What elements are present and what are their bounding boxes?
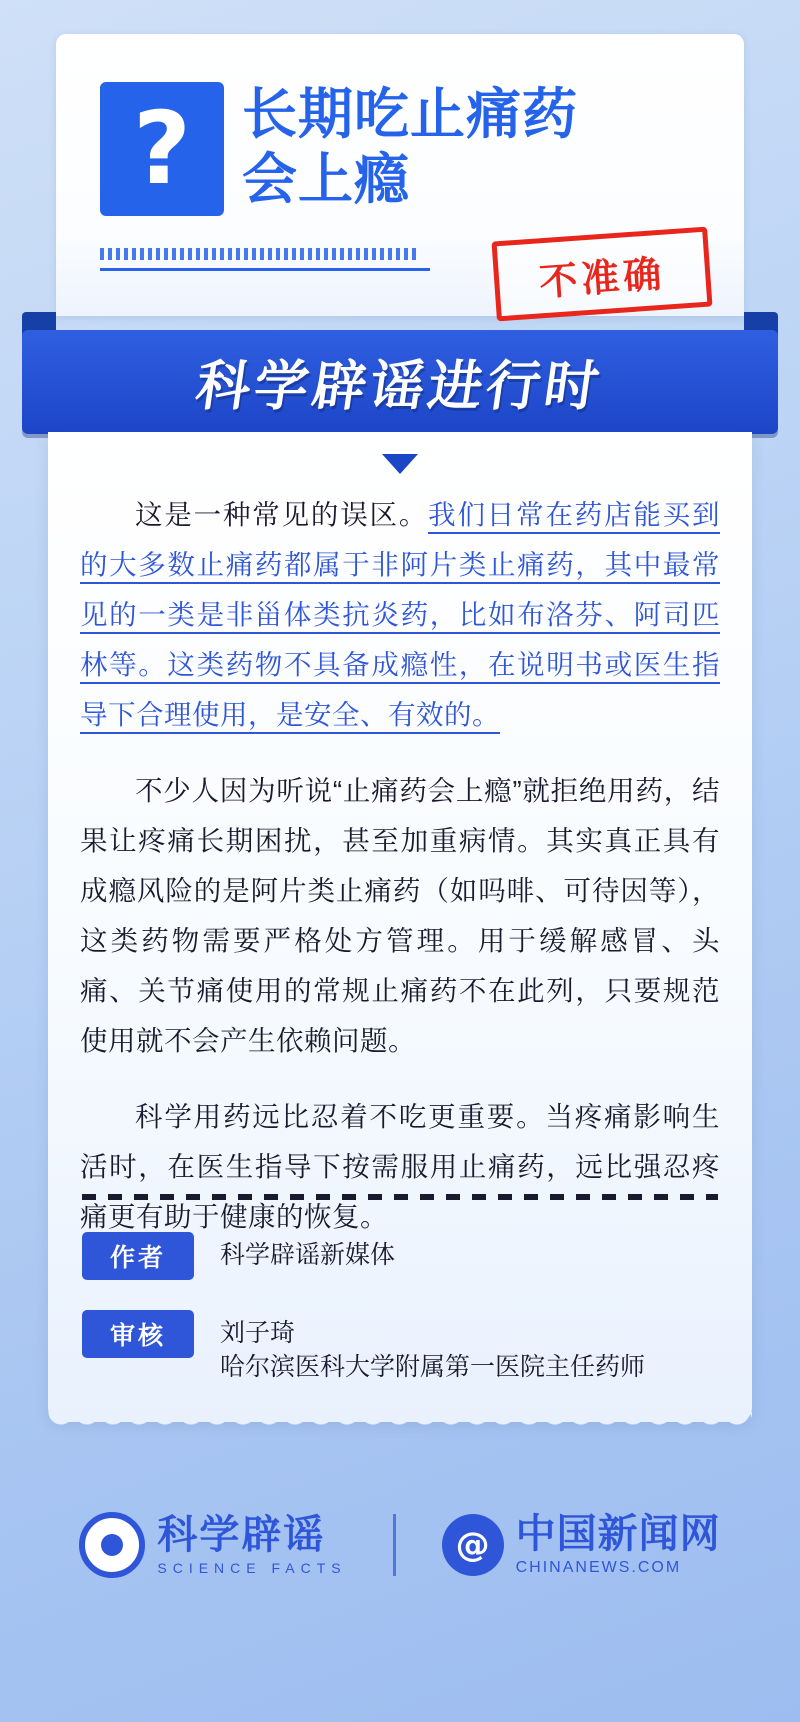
credit-row-reviewer [82, 1310, 718, 1384]
question-mark-icon [100, 82, 224, 216]
chinanews-logo [442, 1513, 721, 1577]
credits-block [82, 1232, 718, 1414]
question-mark-glyph: ? [132, 90, 191, 207]
chinanews-logo-text [516, 1513, 721, 1577]
headline-card [56, 34, 744, 316]
verdict-stamp [491, 227, 712, 322]
science-facts-logo-text [157, 1514, 346, 1576]
banner-plate [22, 330, 778, 434]
divider-dashed [100, 248, 420, 260]
card-scalloped-edge [48, 1412, 752, 1438]
credit-row-author [82, 1232, 718, 1280]
footer [0, 1470, 800, 1620]
credit-tag-author: 作者 [82, 1232, 194, 1280]
page-title [242, 82, 712, 212]
page-title-line2: 会上瘾 [242, 147, 411, 210]
credit-value-reviewer-affiliation: 哈尔滨医科大学附属第一医院主任药师 [220, 1353, 646, 1381]
science-facts-mark-icon [79, 1512, 145, 1578]
science-facts-logo-en: SCIENCE FACTS [157, 1560, 347, 1576]
science-facts-logo-cn: 科学辟谣 [157, 1513, 326, 1557]
divider-solid [100, 268, 430, 271]
paragraph-2: 不少人因为听说“止痛药会上瘾”就拒绝用药，结果让疼痛长期困扰，甚至加重病情。其实真正具有成瘾风险的是阿片类止痛药（如吗啡、可待因等），这类药物需要严格处方管理。用于缓解感冒、头痛、关节痛使用的常规止痛药不在此列，只要规范使用就不会产生依赖问题。 [80, 775, 720, 1056]
credits-divider [82, 1194, 718, 1200]
chinanews-at-icon: @ [442, 1514, 504, 1576]
verdict-stamp-label: 不准确 [537, 253, 667, 304]
science-facts-logo [79, 1512, 346, 1578]
credit-tag-reviewer: 审核 [82, 1310, 194, 1358]
banner [22, 312, 778, 434]
paragraph-3: 科学用药远比忍着不吃更重要。当疼痛影响生活时，在医生指导下按需服用止痛药，远比强忍疼痛更有助于健康的恢复。 [80, 1101, 720, 1232]
credit-value-author-main: 科学辟谣新媒体 [220, 1241, 396, 1269]
paragraph-1 [80, 490, 720, 740]
footer-divider [393, 1514, 396, 1576]
chinanews-logo-cn: 中国新闻网 [515, 1512, 721, 1556]
article-card [48, 432, 752, 1422]
credit-value-reviewer-name: 刘子琦 [220, 1319, 296, 1347]
article-body [80, 490, 720, 1268]
credit-value-reviewer [220, 1310, 645, 1384]
paragraph-1-link[interactable]: 我们日常在药店能买到的大多数止痛药都属于非阿片类止痛药，其中最常见的一类是非甾体类抗炎药，比如布洛芬、阿司匹林等。这类药物不具备成瘾性，在说明书或医生指导下合理使用，是安全、有效的。 [80, 499, 720, 734]
page-title-line1: 长期吃止痛药 [242, 83, 579, 145]
banner-label: 科学辟谣进行时 [192, 356, 607, 417]
credit-value-author [220, 1232, 395, 1272]
paragraph-1-plain: 这是一种常见的误区。 [135, 499, 429, 530]
chinanews-logo-en: CHINANEWS.COM [515, 1559, 682, 1576]
chevron-down-icon [382, 454, 418, 474]
